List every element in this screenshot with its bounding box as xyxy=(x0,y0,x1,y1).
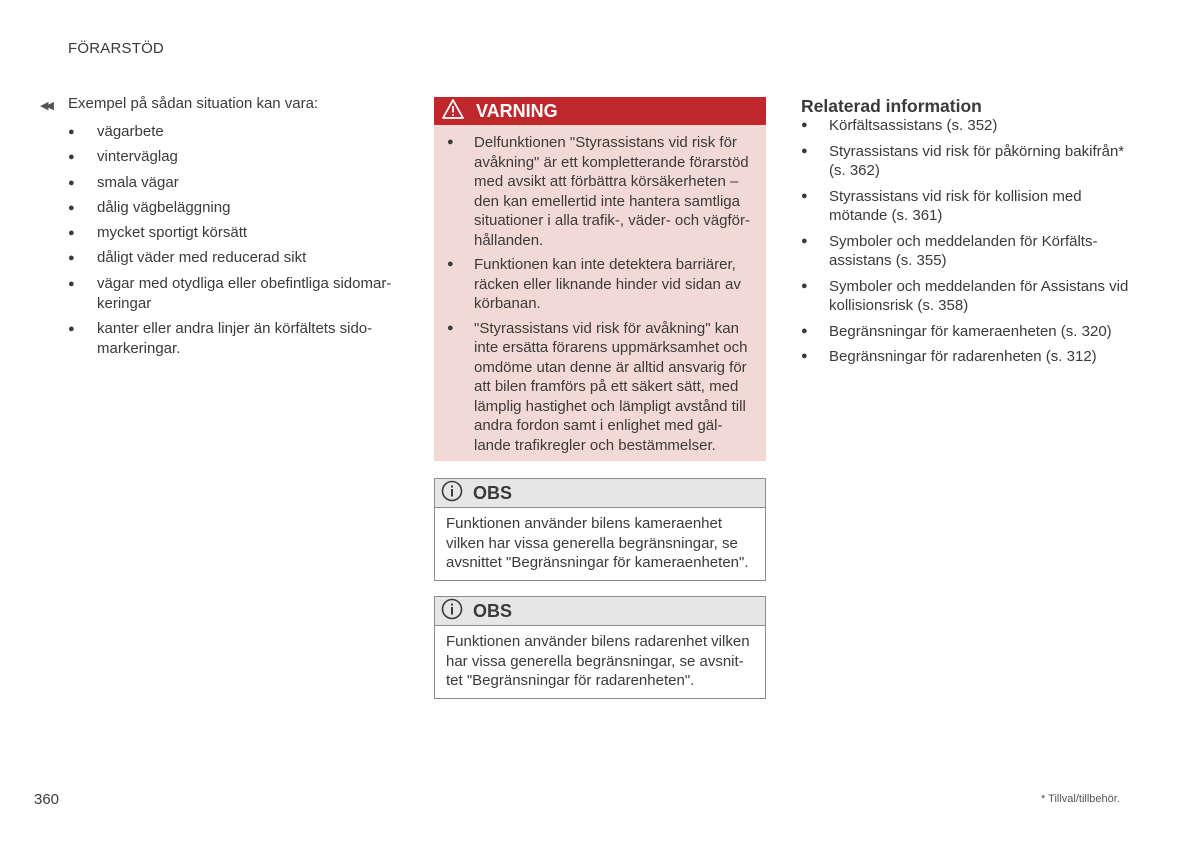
list-item: ● smala vägar xyxy=(68,173,400,193)
related-link[interactable]: ● Styrassistans vid risk för påkörning bakifrån* (s. 362) xyxy=(801,142,1141,181)
obs-box-camera xyxy=(434,478,766,581)
info-circle-icon xyxy=(441,598,463,625)
list-item: ● dåligt väder med reducerad sikt xyxy=(68,248,400,268)
situation-list xyxy=(68,122,400,359)
list-item: ● "Styrassistans vid risk för avåkning" kan inte ersätta förarens uppmärksamhet och omdöme utan denne är alltid ansvarig för att bilen framförs på ett säkert sätt, med lämplig hastighet och lämpligt avstånd till andra fordon samt i enlighet med gäl-lande trafikregler och bestämmelser. xyxy=(446,319,754,456)
obs-header xyxy=(435,597,765,626)
warning-title: VARNING xyxy=(476,100,558,121)
warning-triangle-icon xyxy=(442,99,464,124)
obs-text: Funktionen använder bilens radarenhet vilken har vissa generella begränsningar, se avsnit-tet "Begränsningar för radarenheten". xyxy=(446,633,750,689)
related-link[interactable]: ● Begränsningar för radarenheten (s. 312) xyxy=(801,347,1141,367)
list-item: ● kanter eller andra linjer än körfältets sido-markeringar. xyxy=(68,319,400,359)
intro-text: Exempel på sådan situation kan vara: xyxy=(68,95,319,112)
obs-title: OBS xyxy=(473,600,513,621)
obs-header xyxy=(435,479,765,508)
page-number: 360 xyxy=(34,791,60,808)
related-link[interactable]: ● Symboler och meddelanden för Körfälts-assistans (s. 355) xyxy=(801,232,1141,271)
list-item: ● dålig vägbeläggning xyxy=(68,198,400,218)
obs-text: Funktionen använder bilens kameraenhet vilken har vissa generella begränsningar, se avsnittet "Begränsningar för kameraenheten". xyxy=(446,515,749,571)
double-left-arrow-icon[interactable]: ◀◀ xyxy=(40,100,51,112)
related-link[interactable]: ● Körfältsassistans (s. 352) xyxy=(801,116,1141,136)
obs-title: OBS xyxy=(473,482,513,503)
related-link[interactable]: ● Styrassistans vid risk för kollision med mötande (s. 361) xyxy=(801,187,1141,226)
list-item: ● vinterväglag xyxy=(68,147,400,167)
related-link[interactable]: ● Symboler och meddelanden för Assistans vid kollisionsrisk (s. 358) xyxy=(801,277,1141,316)
list-item: ● Delfunktionen "Styrassistans vid risk för avåkning" är ett kompletterande förarstöd med avsikt att förbättra körsäkerheten – den kan emellertid inte hantera samtliga situationer i alla trafik-, väder- och vägför-hållanden. xyxy=(446,133,754,250)
obs-box-radar xyxy=(434,596,766,699)
list-item: ● Funktionen kan inte detektera barriärer, räcken eller liknande hinder vid sidan av körbanan. xyxy=(446,255,754,314)
info-circle-icon xyxy=(441,480,463,507)
left-column xyxy=(40,94,400,364)
warning-box xyxy=(434,97,766,461)
related-title: Relaterad information xyxy=(801,96,982,116)
section-title: FÖRARSTÖD xyxy=(68,40,164,57)
related-list xyxy=(801,116,1141,367)
warning-list xyxy=(434,133,766,455)
related-link[interactable]: ● Begränsningar för kameraenheten (s. 320) xyxy=(801,322,1141,342)
list-item: ● mycket sportigt körsätt xyxy=(68,223,400,243)
intro-paragraph xyxy=(40,94,400,116)
list-item: ● vägar med otydliga eller obefintliga sidomar-keringar xyxy=(68,274,400,314)
list-item: ● vägarbete xyxy=(68,122,400,142)
related-information xyxy=(801,96,1141,373)
warning-header xyxy=(434,97,766,125)
footnote: * Tillval/tillbehör. xyxy=(1041,793,1120,805)
